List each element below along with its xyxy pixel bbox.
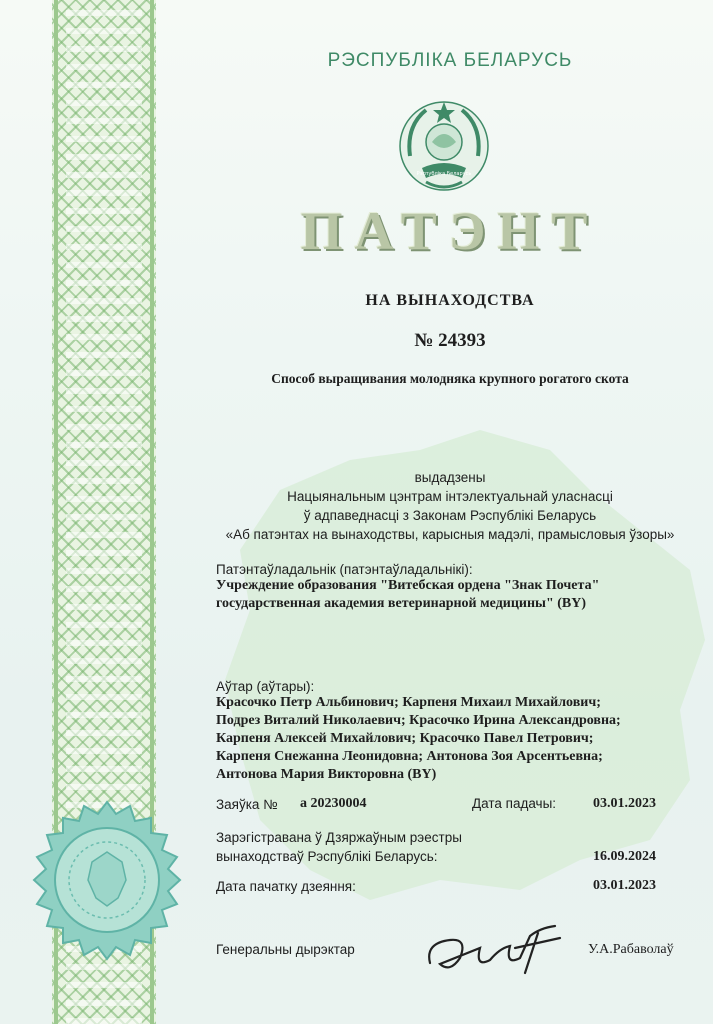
- application-number: а 20230004: [300, 796, 367, 811]
- country-heading: РЭСПУБЛІКА БЕЛАРУСЬ: [327, 50, 573, 71]
- document-type-title: ПАТЭНТ: [300, 201, 600, 261]
- author-line: Антонова Мария Викторовна (BY): [216, 767, 437, 782]
- author-line: Красочко Петр Альбинович; Карпеня Михаил Михайлович;: [216, 695, 601, 710]
- patent-holder-section: [216, 562, 686, 613]
- issued-line: Нацыянальным цэнтрам інтэлектуальнай уласнасці: [287, 489, 613, 504]
- hologram-seal: [22, 800, 192, 970]
- signature-mark: [420, 918, 570, 978]
- author-line: Карпеня Алексей Михайлович; Красочко Павел Петрович;: [216, 731, 594, 746]
- application-row: [216, 796, 656, 816]
- registration-label-line2: вынаходстваў Рэспублікі Беларусь:: [216, 849, 438, 864]
- issued-line: ў адпаведнасці з Законам Рэспублікі Беларусь: [303, 508, 597, 523]
- application-label: Заяўка №: [216, 797, 278, 812]
- validity-date-value: 03.01.2023: [593, 878, 656, 893]
- state-emblem-icon: [396, 96, 492, 196]
- patent-kind: НА ВЫНАХОДСТВА: [365, 292, 535, 309]
- holder-line: Учреждение образования "Витебская ордена "Знак Почета": [216, 578, 600, 593]
- holder-name: [216, 577, 686, 613]
- invention-title: Способ выращивания молодняка крупного рогатого скота: [271, 371, 629, 386]
- signatory-title: Генеральны дырэктар: [216, 942, 355, 957]
- holder-line: государственная академия ветеринарной медицины" (BY): [216, 596, 587, 611]
- registration-row: [216, 828, 656, 868]
- holder-label: Патэнтаўладальнік (патэнтаўладальнікі):: [216, 562, 473, 577]
- authors-section: [216, 679, 686, 784]
- emblem-ribbon-text: Рэспубліка Беларусь: [416, 171, 472, 177]
- authors-label: Аўтар (аўтары):: [216, 679, 315, 694]
- filing-date-label: Дата падачы:: [472, 796, 557, 811]
- authors-list: [216, 694, 686, 784]
- registration-date-value: 16.09.2024: [593, 849, 656, 864]
- author-line: Карпеня Снежанна Леонидовна; Антонова Зоя Арсентьевна;: [216, 749, 603, 764]
- issued-line: «Аб патэнтах на вынаходствы, карысныя мадэлі, прамысловыя ўзоры»: [225, 527, 675, 542]
- issued-line: выдадзены: [414, 470, 486, 485]
- registration-label-line1: Зарэгістравана ў Дзяржаўным рэестры: [216, 830, 462, 845]
- validity-row: [216, 878, 656, 898]
- validity-label: Дата пачатку дзеяння:: [216, 879, 356, 894]
- signatory-name: У.А.Рабаволаў: [588, 942, 674, 957]
- issued-by-block: [200, 468, 700, 544]
- author-line: Подрез Виталий Николаевич; Красочко Ирина Александровна;: [216, 713, 621, 728]
- filing-date-value: 03.01.2023: [593, 796, 656, 811]
- patent-number: № 24393: [414, 330, 486, 351]
